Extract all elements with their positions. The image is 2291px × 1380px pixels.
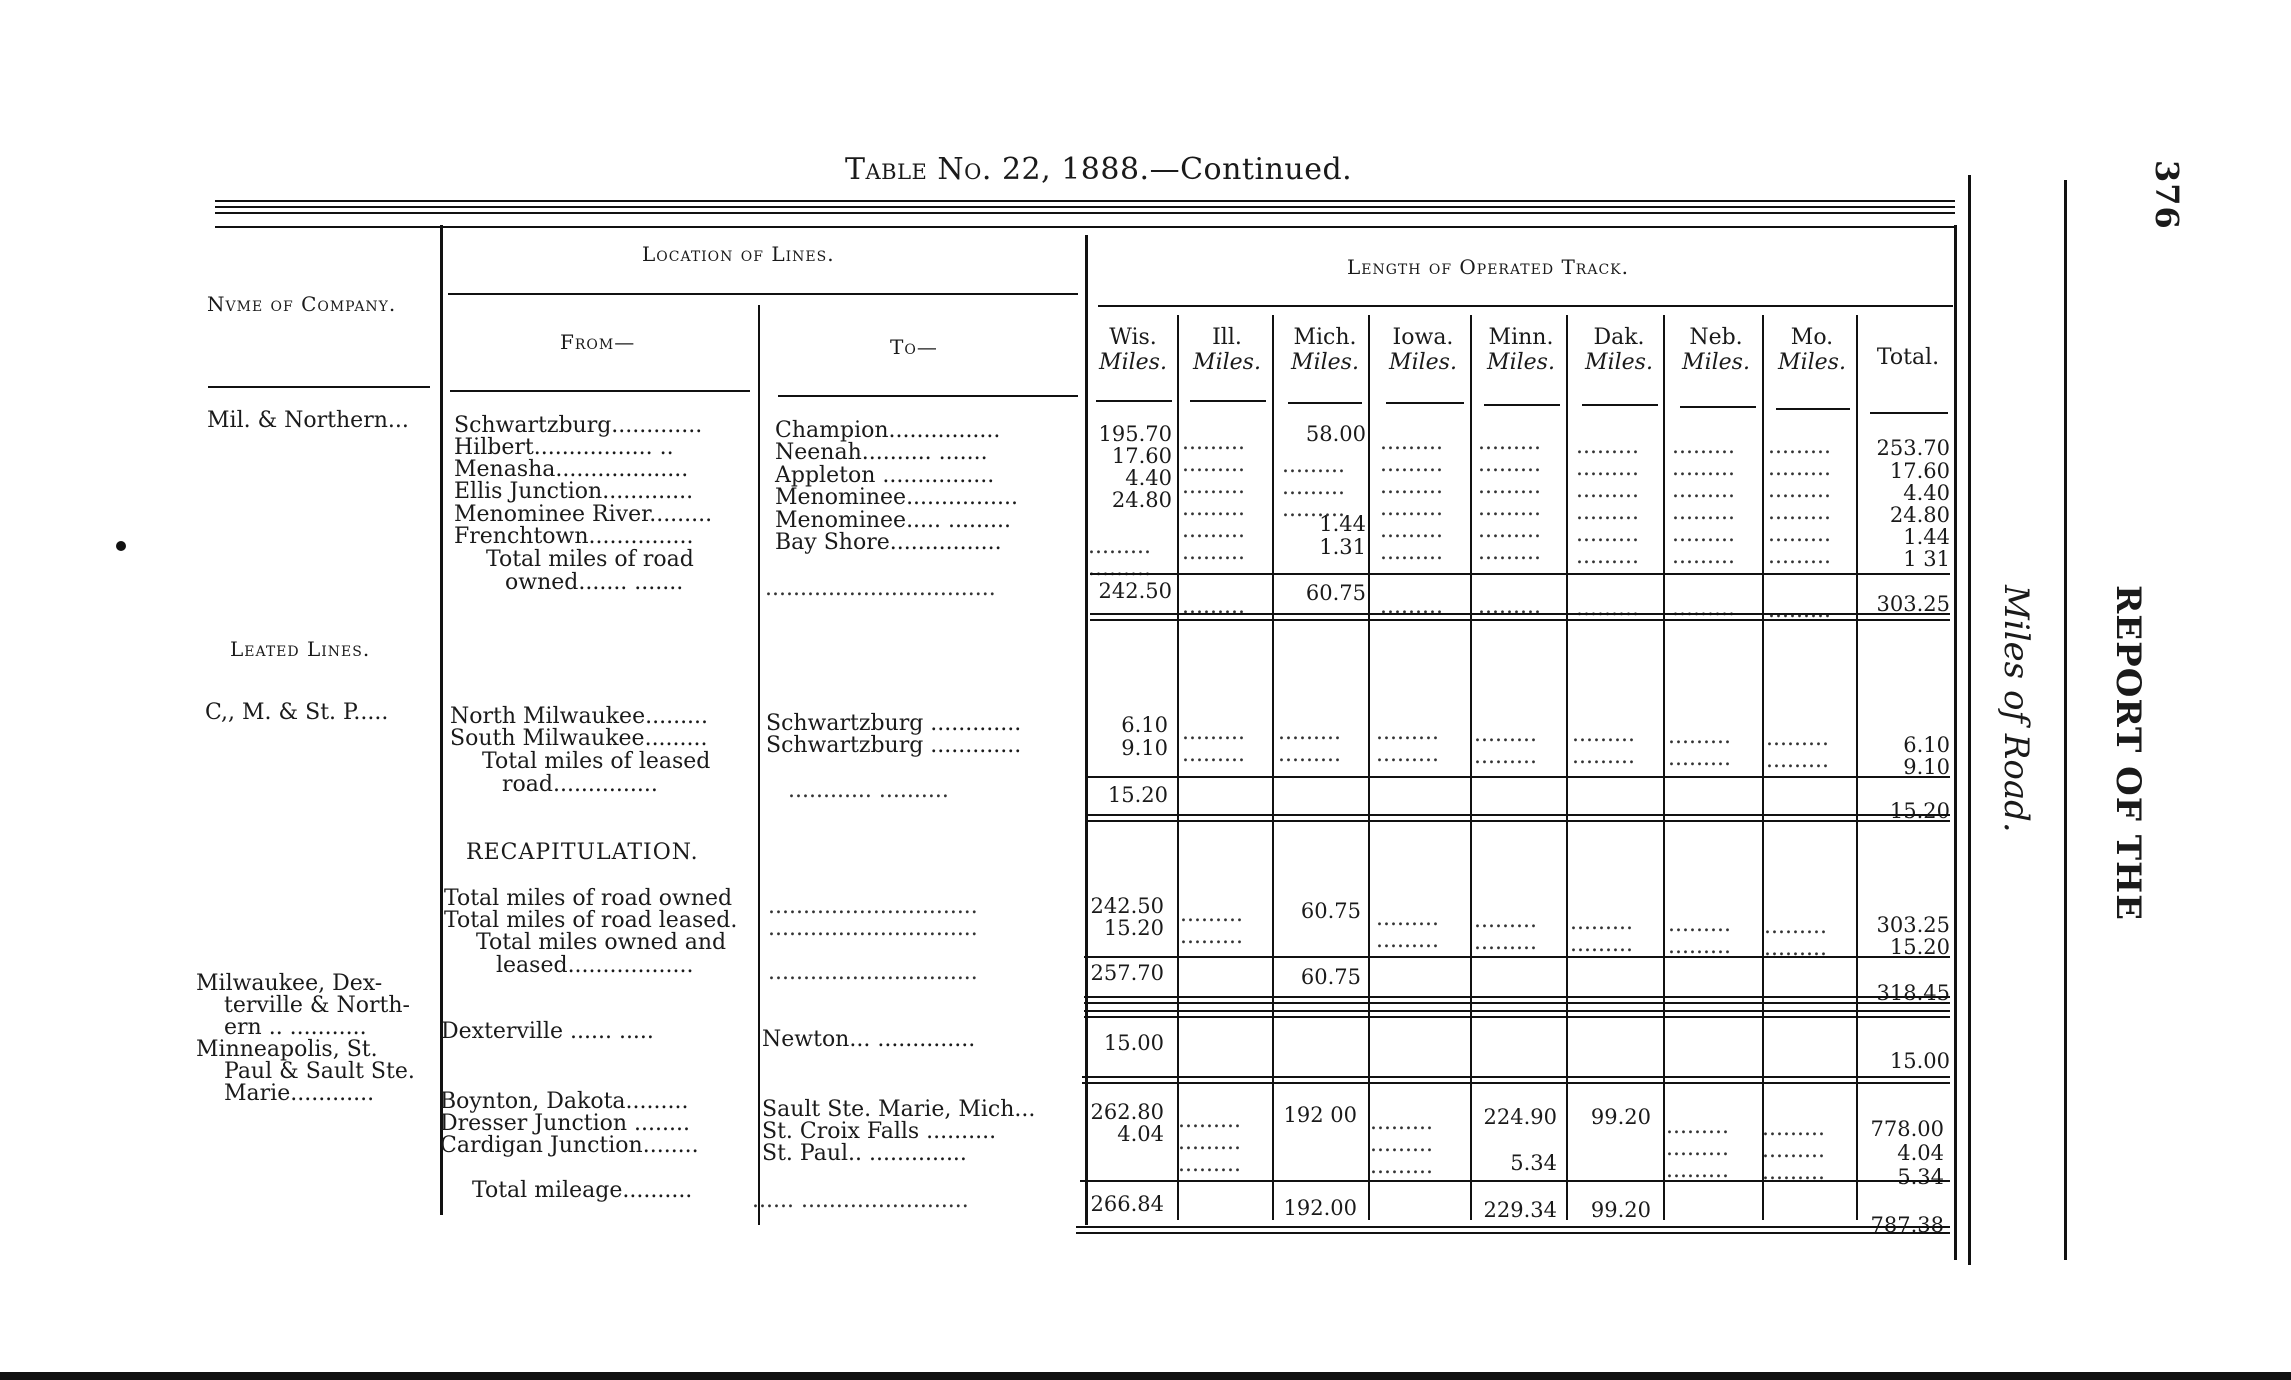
row-15-to: Sault Ste. Marie, Mich... <box>762 1097 1036 1122</box>
row-13-from-line2: leased.................. <box>496 953 694 978</box>
row-13-total: 318.45 <box>1876 981 1950 1005</box>
recap-leaders-mo: ......... ......... <box>1764 914 1827 961</box>
margin-bullet <box>116 541 126 551</box>
ill-column-leaders-block1: ......... ......... ......... ......... ......... ......... <box>1182 430 1245 565</box>
row-16-from: Dresser Junction ........ <box>440 1111 690 1136</box>
row-3-from: Menasha................... <box>454 457 689 482</box>
neb-column-leaders-block1: ......... ......... ......... ......... ......... ......... <box>1672 434 1735 569</box>
row-7-from-line1: Total miles of road <box>486 547 694 572</box>
mo-column-leaders-block1: ......... ......... ......... ......... ......... ......... <box>1768 434 1831 569</box>
mo-column-rule <box>1856 315 1858 1220</box>
row-11-from: Total miles of road owned <box>444 886 733 911</box>
company-cmstp: C,, M. & St. P..... <box>205 700 389 725</box>
row-17-to: St. Paul.. .............. <box>762 1141 967 1166</box>
row-12-wis: 15.20 <box>1103 916 1164 940</box>
row-5-total: 1.44 <box>1903 525 1950 549</box>
row-17-from: Cardigan Junction........ <box>440 1133 699 1158</box>
neb-column-rule <box>1762 315 1764 1220</box>
row-15-total: 778.00 <box>1870 1117 1944 1141</box>
header-from: From— <box>560 330 636 354</box>
row-5-mich: 1.44 <box>1319 512 1366 536</box>
dak-row-7-leaders: ......... <box>1576 596 1639 621</box>
subtotal-rule-leased <box>1088 776 1950 778</box>
company-minneapolis-line2: Paul & Sault Ste. <box>224 1059 415 1084</box>
row-14-from: Dexterville ...... ..... <box>441 1019 654 1044</box>
company-milwaukee-dexterville-line2: terville & North- <box>224 993 410 1018</box>
header-ill: Ill. Miles. <box>1193 325 1261 375</box>
row-13-wis: 257.70 <box>1090 961 1164 985</box>
dak-column-leaders-block1: ......... ......... ......... ......... ......... ......... <box>1576 434 1639 569</box>
row-1-wis: 195.70 <box>1098 422 1172 446</box>
total-rule-owned <box>1090 613 1950 621</box>
row-6-to: Bay Shore................ <box>775 530 1002 555</box>
header-to: To— <box>890 335 938 359</box>
row-5-to: Menominee..... ......... <box>775 508 1011 533</box>
company-column-rule <box>440 225 443 1215</box>
row-9-total: 9.10 <box>1903 755 1950 779</box>
total-rule-leased <box>1088 814 1950 822</box>
system-leaders-ill: ......... ......... ......... <box>1178 1108 1241 1177</box>
row-11-to-leader: .............................. <box>768 894 978 919</box>
recapitulation-heading: RECAPITULATION. <box>466 840 699 865</box>
leased-block-leaders-dak: ......... ......... <box>1572 722 1635 769</box>
row-7-total: 303.25 <box>1876 592 1950 616</box>
iowa-row-7-leaders: ......... <box>1380 594 1443 619</box>
row-10-wis: 15.20 <box>1107 783 1168 807</box>
row-8-wis: 6.10 <box>1121 713 1168 737</box>
mich-header-underline <box>1288 402 1362 404</box>
ill-header-underline <box>1190 400 1266 402</box>
header-mich: Mich. Miles. <box>1291 325 1359 375</box>
row-14-wis: 15.00 <box>1103 1031 1164 1055</box>
row-13-to-leader: .............................. <box>768 960 978 985</box>
top-rule <box>215 200 1955 208</box>
header-dak: Dak. Miles. <box>1585 325 1653 375</box>
row-10-from-line1: Total miles of leased <box>482 749 711 774</box>
row-3-wis: 4.40 <box>1125 466 1172 490</box>
from-header-underline <box>450 390 750 392</box>
table-title-rest: 22, 1888.—Continued. <box>991 152 1353 187</box>
leased-block-leaders-ill: ......... ......... <box>1182 720 1245 767</box>
wis-row-5-6-leaders: ......... <box>1088 534 1151 559</box>
system-leaders-iowa: ......... ......... ......... <box>1370 1110 1433 1179</box>
row-12-total: 15.20 <box>1889 935 1950 959</box>
row-14-to: Newton... .............. <box>762 1027 976 1052</box>
length-header-rule <box>1098 305 1953 307</box>
row-12-to-leader: .............................. <box>768 916 978 941</box>
row-18-mich: 192.00 <box>1283 1196 1357 1220</box>
recap-leaders-ill: ......... ......... <box>1180 902 1243 949</box>
recap-leaders-neb: ......... ......... <box>1668 912 1731 959</box>
right-margin-line <box>2064 180 2067 1260</box>
row-4-from: Ellis Junction............. <box>454 479 694 504</box>
row-8-total: 6.10 <box>1903 733 1950 757</box>
row-9-wis: 9.10 <box>1121 736 1168 760</box>
row-1-from: Schwartzburg............. <box>454 413 703 438</box>
row-10-to-leader: ............ .......... <box>788 778 949 803</box>
row-2-wis: 17.60 <box>1111 444 1172 468</box>
row-1-mich: 58.00 <box>1305 422 1366 446</box>
row-11-wis: 242.50 <box>1090 894 1164 918</box>
header-name-of-company: Nvme of Company. <box>207 292 397 316</box>
page-number: 376 <box>2148 160 2186 230</box>
company-milwaukee-dexterville-line1: Milwaukee, Dex- <box>196 971 383 996</box>
wis-column-rule <box>1177 315 1179 1220</box>
row-16-total: 4.04 <box>1897 1141 1944 1165</box>
row-9-from: South Milwaukee......... <box>450 726 708 751</box>
row-8-from: North Milwaukee......... <box>450 704 709 729</box>
ill-column-rule <box>1272 315 1274 1220</box>
row-15-from: Boynton, Dakota......... <box>440 1089 689 1114</box>
row-15-minn: 224.90 <box>1483 1105 1557 1129</box>
total-rule-recap <box>1084 996 1950 1004</box>
mich-column-leaders-block1: ......... ......... ......... <box>1282 453 1345 522</box>
header-mo: Mo. Miles. <box>1778 325 1846 375</box>
minn-column-leaders-block1: ......... ......... ......... ......... ......... ......... <box>1478 430 1541 565</box>
row-11-mich: 60.75 <box>1300 899 1361 923</box>
company-header-underline <box>208 386 430 388</box>
row-18-from: Total mileage.......... <box>472 1178 693 1203</box>
table-title-prefix: Table No. <box>845 152 992 187</box>
row-1-to: Champion................ <box>775 418 1001 443</box>
row-3-total: 4.40 <box>1903 481 1950 505</box>
row-18-dak: 99.20 <box>1590 1198 1651 1222</box>
dak-column-rule <box>1663 315 1665 1220</box>
row-7-wis: 242.50 <box>1098 579 1172 603</box>
section-head: Miles of Road. <box>1996 585 2036 833</box>
row-10-from-line2: road............... <box>502 772 658 797</box>
subtotal-rule-recap <box>1084 956 1950 958</box>
row-6-total: 1 31 <box>1903 547 1950 571</box>
iowa-header-underline <box>1386 402 1464 404</box>
header-location-of-lines: Location of Lines. <box>642 242 835 266</box>
system-leaders-neb: ......... ......... ......... <box>1666 1114 1729 1183</box>
right-frame-line <box>1968 175 1971 1265</box>
mo-header-underline <box>1776 408 1850 410</box>
header-length-of-track: Length of Operated Track. <box>1347 255 1629 279</box>
row-18-wis: 266.84 <box>1090 1192 1164 1216</box>
leased-block-leaders-neb: ......... ......... <box>1668 724 1731 771</box>
row-8-to: Schwartzburg ............. <box>766 711 1022 736</box>
leased-block-leaders-mo: ......... ......... <box>1766 726 1829 773</box>
total-rule-mileage <box>1076 1226 1950 1234</box>
row-6-from: Frenchtown............... <box>454 524 694 549</box>
total-rule-recap-second <box>1084 1010 1950 1018</box>
row-15-wis: 262.80 <box>1090 1100 1164 1124</box>
row-12-from: Total miles of road leased. <box>444 908 738 933</box>
row-18-minn: 229.34 <box>1483 1198 1557 1222</box>
table-title <box>845 152 1352 187</box>
minn-column-rule <box>1566 315 1568 1220</box>
row-6-mich: 1.31 <box>1319 535 1366 559</box>
company-minneapolis-line3: Marie............ <box>224 1081 375 1106</box>
recap-leaders-iowa: ......... ......... <box>1376 906 1439 953</box>
recap-leaders-minn: ......... ......... <box>1474 908 1537 955</box>
header-minn: Minn. Miles. <box>1487 325 1555 375</box>
row-1-total: 253.70 <box>1876 436 1950 460</box>
subtotal-rule-mileage <box>1080 1180 1950 1182</box>
company-mil-northern: Mil. & Northern... <box>207 408 409 433</box>
row-9-to: Schwartzburg ............. <box>766 733 1022 758</box>
recap-leaders-dak: ......... ......... <box>1570 910 1633 957</box>
wis-row-6-leaders: ......... <box>1088 556 1151 581</box>
header-neb: Neb. Miles. <box>1682 325 1750 375</box>
from-column-rule <box>758 305 760 1225</box>
running-head: REPORT OF THE <box>2108 585 2148 922</box>
row-4-wis: 24.80 <box>1111 488 1172 512</box>
row-15-dak: 99.20 <box>1590 1105 1651 1129</box>
row-17-total: 5.34 <box>1897 1165 1944 1189</box>
leased-block-leaders-iowa: ......... ......... <box>1376 720 1439 767</box>
top-rule-third <box>215 226 1955 228</box>
to-header-underline <box>778 395 1078 397</box>
iowa-column-rule <box>1470 315 1472 1220</box>
minn-header-underline <box>1484 404 1560 406</box>
header-iowa: Iowa. Miles. <box>1389 325 1457 375</box>
scan-bottom-border <box>0 1372 2291 1380</box>
leased-block-leaders-mich: ......... ......... <box>1278 720 1341 767</box>
row-11-total: 303.25 <box>1876 913 1950 937</box>
total-column-rule <box>1954 225 1957 1260</box>
neb-header-underline <box>1680 406 1756 408</box>
row-5-from: Menominee River......... <box>454 502 713 527</box>
row-7-from-line2: owned....... ....... <box>505 570 684 595</box>
row-2-total: 17.60 <box>1889 459 1950 483</box>
row-16-wis: 4.04 <box>1117 1122 1164 1146</box>
company-milwaukee-dexterville-line3: ern .. ........... <box>224 1015 367 1040</box>
row-13-mich: 60.75 <box>1300 965 1361 989</box>
mich-column-rule <box>1368 315 1370 1220</box>
row-18-total: 787.38 <box>1870 1213 1944 1237</box>
row-18-to-leader: ...... ........................ <box>752 1188 969 1213</box>
row-13-from-line1: Total miles owned and <box>476 930 727 955</box>
dak-header-underline <box>1582 404 1658 406</box>
row-14-total: 15.00 <box>1889 1049 1950 1073</box>
row-16-to: St. Croix Falls .......... <box>762 1119 997 1144</box>
mo-row-7-leaders: ......... <box>1768 598 1831 623</box>
location-header-rule <box>448 293 1078 295</box>
ill-row-7-leaders: ......... <box>1182 594 1245 619</box>
leased-block-leaders-minn: ......... ......... <box>1474 722 1537 769</box>
top-rule-lower <box>215 212 1955 214</box>
minn-row-7-leaders: ......... <box>1478 594 1541 619</box>
subtotal-rule-owned <box>1090 573 1950 575</box>
total-rule-dexterville <box>1082 1076 1950 1084</box>
neb-row-7-leaders: ......... <box>1672 596 1735 621</box>
header-total: Total. <box>1876 345 1940 370</box>
row-2-from: Hilbert................. .. <box>454 435 674 460</box>
total-header-underline <box>1870 412 1948 414</box>
leased-lines-heading: Leated Lines. <box>230 637 371 661</box>
iowa-column-leaders-block1: ......... ......... ......... ......... ......... ......... <box>1380 430 1443 565</box>
row-17-minn: 5.34 <box>1510 1151 1557 1175</box>
row-7-to-leader: ................................. <box>765 576 996 601</box>
row-7-mich: 60.75 <box>1305 581 1366 605</box>
row-2-to: Neenah.......... ....... <box>775 440 988 465</box>
row-4-total: 24.80 <box>1889 503 1950 527</box>
row-15-mich: 192 00 <box>1283 1103 1357 1127</box>
header-wis: Wis. Miles. <box>1099 325 1167 375</box>
wis-header-underline <box>1096 400 1172 402</box>
row-4-to: Menominee................ <box>775 485 1018 510</box>
row-3-to: Appleton ................ <box>775 463 995 488</box>
system-leaders-mo: ......... ......... ......... <box>1762 1116 1825 1185</box>
company-minneapolis-line1: Minneapolis, St. <box>196 1037 378 1062</box>
row-10-total: 15.20 <box>1889 799 1950 823</box>
